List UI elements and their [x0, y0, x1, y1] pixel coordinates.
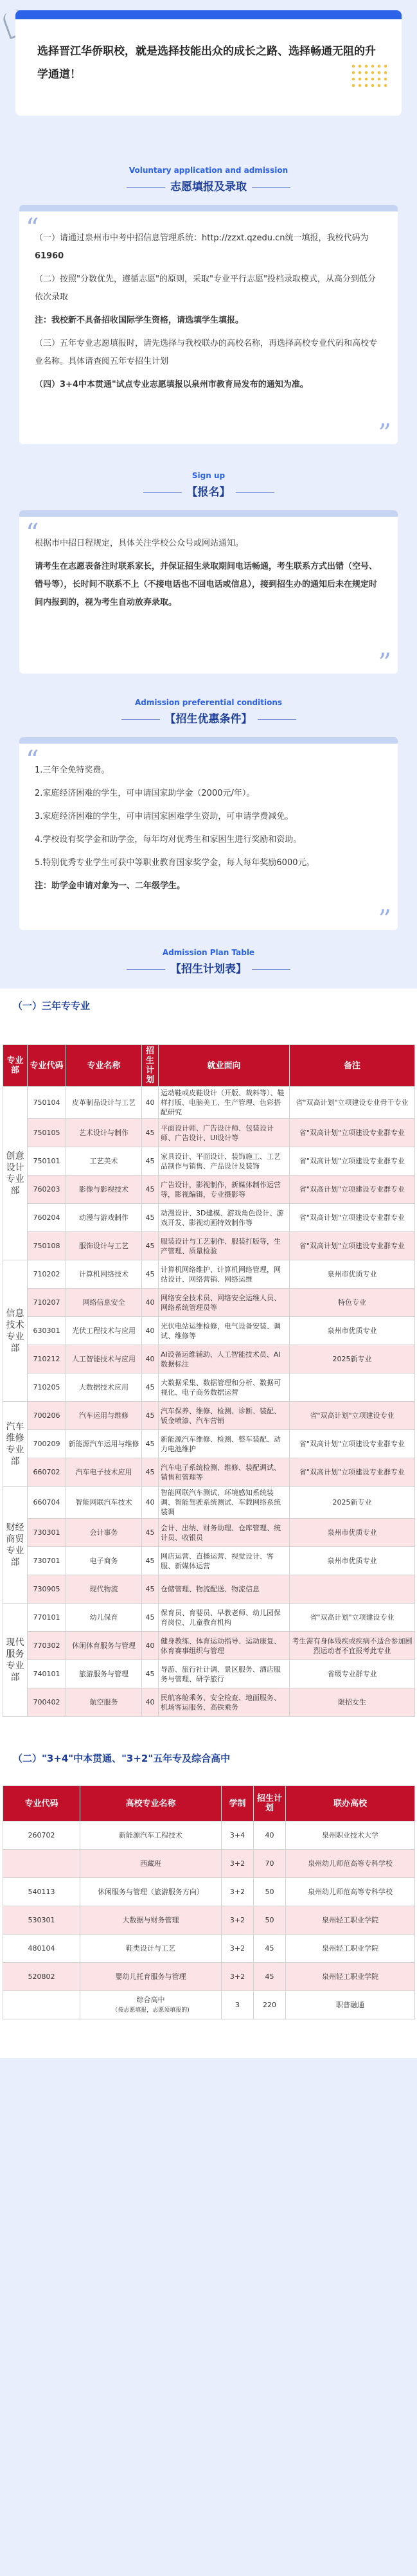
- table-row: [3, 1688, 415, 1717]
- note-cell: 泉州市优质专业: [290, 1260, 415, 1289]
- quote-open-icon: “: [26, 519, 39, 548]
- major-code-cell: 760203: [28, 1176, 66, 1204]
- major-code-cell: 700206: [28, 1402, 66, 1430]
- job-cell: 民航客舱乘务、安全检查、地面服务、机场客运服务、高铁乘务: [159, 1688, 290, 1717]
- quote-open-icon: “: [26, 746, 39, 775]
- table-row: [3, 1821, 415, 1850]
- preferential-item: 1.三年全免特奖费。: [35, 765, 110, 775]
- plan-cell: 45: [142, 1147, 159, 1176]
- code-cell: [3, 1850, 80, 1878]
- college-major-cell: 大数据与财务管理: [80, 1906, 222, 1935]
- section-cn-title: 【报名】: [0, 483, 417, 499]
- table-row: [3, 1087, 415, 1119]
- plan-cell: 45: [254, 1963, 286, 1991]
- job-cell: 仓储管理、物流配送、物流信息: [159, 1575, 290, 1604]
- duration-cell: 3: [222, 1991, 254, 2019]
- table-row: [3, 1850, 415, 1878]
- table-row: [3, 1119, 415, 1147]
- partner-school-cell: 泉州轻工职业学院: [286, 1906, 415, 1935]
- table-note: （按志愿填报，志愿须填报的): [112, 2007, 190, 2014]
- note-cell: 省"双高计划"立项建设专业群专业: [290, 1204, 415, 1232]
- duration-cell: 3+2: [222, 1935, 254, 1963]
- note-cell: 省"双高计划"立项建设专业群专业: [290, 1119, 415, 1147]
- major-code-cell: 710202: [28, 1260, 66, 1289]
- job-cell: 健身教练、体育运动指导、运动康复、体育赛事组织与管理: [159, 1632, 290, 1660]
- major-code-cell: 730905: [28, 1575, 66, 1604]
- note-cell: 省"双高计划"立项建设专业骨干专业: [290, 1087, 415, 1119]
- table-row: [3, 1402, 415, 1430]
- job-cell: 大数据采集、数据管理和分析、数据可视化、电子商务数据运营: [159, 1373, 290, 1402]
- volunteer-box: [19, 205, 398, 449]
- signup-p1: 根据市中招日程规定，具体关注学校公众号或网站通知。: [35, 539, 244, 548]
- table-row: [3, 1487, 415, 1519]
- major-code-cell: 750101: [28, 1147, 66, 1176]
- signup-box: [19, 510, 398, 678]
- section-en-title: Sign up: [191, 471, 226, 480]
- job-cell: 计算机网络维护、计算机网络管理，网站设计、网络营销、网络运维: [159, 1260, 290, 1289]
- plan-cell: 40: [142, 1487, 159, 1519]
- plan-cell: 45: [142, 1458, 159, 1487]
- major-name-cell: 新能源汽车运用与维修: [66, 1430, 142, 1458]
- table-row: [3, 1547, 415, 1575]
- major-name-cell: 光伏工程技术与应用: [66, 1317, 142, 1345]
- plan-cell: 45: [142, 1604, 159, 1632]
- note-cell: 省"双高计划"立项建设专业群专业: [290, 1176, 415, 1204]
- major-name-cell: 航空服务: [66, 1688, 142, 1717]
- major-code-cell: 700402: [28, 1688, 66, 1717]
- intro-card: [15, 10, 402, 116]
- plan-cell: 40: [254, 1821, 286, 1850]
- table-header-cell: 招生计划: [142, 1045, 159, 1087]
- table-row: [3, 1204, 415, 1232]
- plan-cell: 45: [142, 1547, 159, 1575]
- plan-cell: 40: [142, 1632, 159, 1660]
- preferential-item: 4.学校设有奖学金和助学金，每年均对优秀生和家困生进行奖励和资助。: [35, 835, 302, 845]
- major-code-cell: 710207: [28, 1289, 66, 1317]
- major-name-cell: 服饰设计与工艺: [66, 1232, 142, 1260]
- volunteer-p2: （二）按照"分数优先，遵循志愿"的原则，采取"专业平行志愿"投档录取模式，从高分到低分依次录取: [35, 274, 376, 302]
- duration-cell: 3+2: [222, 1906, 254, 1935]
- college-major-cell: 综合高中 （按志愿填报，志愿须填报的): [80, 1991, 222, 2019]
- note-cell: 省"双高计划"立项建设专业群专业: [290, 1147, 415, 1176]
- partner-school-cell: 泉州轻工职业学院: [286, 1935, 415, 1963]
- section-en-title: Admission Plan Table: [162, 948, 255, 957]
- duration-cell: 3+2: [222, 1850, 254, 1878]
- partner-school-cell: 泉州职业技术大学: [286, 1821, 415, 1850]
- plan-cell: 40: [142, 1688, 159, 1717]
- table-row: [3, 1260, 415, 1289]
- major-name-cell: 现代物流: [66, 1575, 142, 1604]
- decorative-dots: [350, 63, 389, 89]
- major-name-cell: 艺术设计与制作: [66, 1119, 142, 1147]
- job-cell: 动漫设计、3D建模、游戏角色设计、游戏开发、影视动画特效制作等: [159, 1204, 290, 1232]
- major-code-cell: 710205: [28, 1373, 66, 1402]
- volunteer-p4: （四）3+4中本贯通"试点专业志愿填报以泉州市教育局发布的通知为准。: [35, 380, 308, 389]
- major-code-cell: 770302: [28, 1632, 66, 1660]
- volunteer-p1: （一）请通过泉州市中考中招信息管理系统：http://zzxt.qzedu.cn统一填报，我校代码为61960: [35, 233, 369, 261]
- college-major-cell: 新能源汽车工程技术: [80, 1821, 222, 1850]
- partner-school-cell: 泉州轻工职业学院: [286, 1963, 415, 1991]
- college-major-cell: 西藏班: [80, 1850, 222, 1878]
- table-row: [3, 1317, 415, 1345]
- preferential-item: 2.家庭经济困难的学生，可申请国家助学金（2000元/年）。: [35, 789, 255, 798]
- preferential-note: 注：助学金申请对象为一、二年级学生。: [35, 881, 186, 891]
- major-name-cell: 智能网联汽车技术: [66, 1487, 142, 1519]
- job-cell: 家具设计、平面设计、装饰施工、工艺品制作与销售、产品设计及装饰: [159, 1147, 290, 1176]
- major-code-cell: 750108: [28, 1232, 66, 1260]
- major-code-cell: 730701: [28, 1547, 66, 1575]
- note-cell: 泉州市优质专业: [290, 1317, 415, 1345]
- table1-title: （一）三年专专业: [13, 1000, 91, 1012]
- plan-cell: 45: [142, 1430, 159, 1458]
- note-cell: [290, 1575, 415, 1604]
- major-code-cell: 740101: [28, 1660, 66, 1688]
- major-name-cell: 大数据技术应用: [66, 1373, 142, 1402]
- duration-cell: 3+2: [222, 1878, 254, 1906]
- table-row: [3, 1660, 415, 1688]
- plan-cell: 45: [142, 1660, 159, 1688]
- table-row: [3, 1458, 415, 1487]
- five-year-table: [3, 1785, 415, 2019]
- major-name-cell: 计算机网络技术: [66, 1260, 142, 1289]
- major-code-cell: 660704: [28, 1487, 66, 1519]
- plan-cell: 40: [142, 1289, 159, 1317]
- table-row: [3, 1373, 415, 1402]
- note-cell: 特色专业: [290, 1289, 415, 1317]
- plan-cell: 45: [142, 1575, 159, 1604]
- table-row: [3, 1935, 415, 1963]
- intro-text: 选择晋江华侨职校，就是选择技能出众的成长之路、选择畅通无阻的升学通道！: [37, 45, 376, 81]
- plan-cell: 45: [142, 1373, 159, 1402]
- major-name-cell: 汽车电子技术应用: [66, 1458, 142, 1487]
- table-row: [3, 1147, 415, 1176]
- plan-cell: 40: [142, 1087, 159, 1119]
- table-header-cell: 就业面向: [159, 1045, 290, 1087]
- major-code-cell: 700209: [28, 1430, 66, 1458]
- plan-cell: 45: [142, 1176, 159, 1204]
- job-cell: 新能源汽车维修、检测、整车装配、动力电池维护: [159, 1430, 290, 1458]
- major-code-cell: 750105: [28, 1119, 66, 1147]
- section-cn-title: 【招生计划表】: [0, 960, 417, 976]
- job-cell: 平面设计师、广告设计师、包装设计师、广告设计、UI设计等: [159, 1119, 290, 1147]
- note-cell: 省"双高计划"立项建设专业群专业: [290, 1232, 415, 1260]
- plan-cell: 40: [142, 1317, 159, 1345]
- code-cell: 540113: [3, 1878, 80, 1906]
- job-cell: 光伏电站运维检修，电气设备安装、调试、维修等: [159, 1317, 290, 1345]
- major-name-cell: 休闲体育服务与管理: [66, 1632, 142, 1660]
- quote-open-icon: “: [26, 213, 39, 243]
- department-cell: 财经商贸专业部: [3, 1487, 28, 1604]
- major-code-cell: 660702: [28, 1458, 66, 1487]
- note-cell: 考生需有身体残疾或疾病不适合参加剧烈运动者不宜报考此专业: [290, 1632, 415, 1660]
- table-header-cell: 备注: [290, 1045, 415, 1087]
- table-row: [3, 1345, 415, 1373]
- plan-cell: 50: [254, 1906, 286, 1935]
- major-code-cell: 750104: [28, 1087, 66, 1119]
- major-name-cell: 旅游服务与管理: [66, 1660, 142, 1688]
- table-row: [3, 1575, 415, 1604]
- major-name-cell: 电子商务: [66, 1547, 142, 1575]
- job-cell: 运动鞋或皮鞋设计（开版、裁料等）、鞋样打版、电脑美工、生产管理、色彩搭配研究: [159, 1087, 290, 1119]
- table-header-cell: 专业名称: [66, 1045, 142, 1087]
- code-cell: 480104: [3, 1935, 80, 1963]
- note-cell: 泉州市优质专业: [290, 1519, 415, 1547]
- table-row: [3, 1604, 415, 1632]
- plan-cell: 70: [254, 1850, 286, 1878]
- plan-cell: 50: [254, 1878, 286, 1906]
- preferential-item: 3.家庭经济困难的学生，可申请国家困难学生资助，可申请学费减免。: [35, 812, 294, 821]
- job-cell: 智能网联汽车测试、环境感知系统装调、智能驾驶系统测试、车载网络系统装调: [159, 1487, 290, 1519]
- note-cell: 省"双高计划"立项建设专业: [290, 1604, 415, 1632]
- note-cell: [290, 1373, 415, 1402]
- table-row: [3, 1519, 415, 1547]
- plan-cell: 45: [142, 1402, 159, 1430]
- section-cn-title: 【招生优惠条件】: [0, 710, 417, 726]
- plan-cell: 40: [142, 1345, 159, 1373]
- major-name-cell: 影像与影视技术: [66, 1176, 142, 1204]
- signup-p2: 请考生在志愿表备注时联系家长，并保证招生录取期间电话畅通，考生联系方式出错（空号、错号等），长时间不联系不上（不接电话也不回电话或信息），接到招生办的通知后未在规定时间内报到的，视为考生自动放弃录取。: [35, 562, 378, 607]
- quote-close-icon: ”: [378, 419, 391, 449]
- job-cell: 网店运营、直播运营、视觉设计、客服、新媒体运营: [159, 1547, 290, 1575]
- table-header-cell: 联办高校: [286, 1786, 415, 1821]
- note-cell: 2025新专业: [290, 1487, 415, 1519]
- preferential-box: [19, 737, 398, 935]
- table-row: [3, 1232, 415, 1260]
- section-cn-title: 志愿填报及录取: [0, 177, 417, 193]
- note-cell: 泉州市优质专业: [290, 1547, 415, 1575]
- college-major-cell: 鞋类设计与工艺: [80, 1935, 222, 1963]
- three-year-table: [3, 1044, 415, 1717]
- quote-close-icon: ”: [378, 905, 391, 935]
- major-name-cell: 网络信息安全: [66, 1289, 142, 1317]
- table-row: [3, 1289, 415, 1317]
- job-cell: 汽车电子系统检测、维修、装配调试、销售和管理等: [159, 1458, 290, 1487]
- note-cell: 限招女生: [290, 1688, 415, 1717]
- table-header-cell: 招生计划: [254, 1786, 286, 1821]
- table-header-cell: 高校专业名称: [80, 1786, 222, 1821]
- college-major-cell: 婴幼儿托育服务与管理: [80, 1963, 222, 1991]
- plan-cell: 45: [142, 1232, 159, 1260]
- code-cell: 520802: [3, 1963, 80, 1991]
- volunteer-note: 注：我校新不具备招收国际学生资格，请选填学生填报。: [35, 316, 244, 325]
- job-cell: 导游、旅行社计调、景区服务、酒店服务与管理、研学旅行: [159, 1660, 290, 1688]
- partner-school-cell: 泉州幼儿师范高等专科学校: [286, 1878, 415, 1906]
- partner-school-cell: 泉州幼儿师范高等专科学校: [286, 1850, 415, 1878]
- major-name-cell: 动漫与游戏制作: [66, 1204, 142, 1232]
- plan-cell: 45: [142, 1119, 159, 1147]
- major-code-cell: 770101: [28, 1604, 66, 1632]
- note-cell: 2025新专业: [290, 1345, 415, 1373]
- table-header-cell: 专业部: [3, 1045, 28, 1087]
- department-cell: 信息技术专业部: [3, 1260, 28, 1402]
- duration-cell: 3+4: [222, 1821, 254, 1850]
- table-header-cell: 专业代码: [28, 1045, 66, 1087]
- table-row: [3, 1991, 415, 2019]
- job-cell: 网络安全技术员、网络安全运维人员、网络系统管理员等: [159, 1289, 290, 1317]
- table-row: [3, 1878, 415, 1906]
- note-cell: 省级专业群专业: [290, 1660, 415, 1688]
- job-cell: 保育员、育婴员、早教老师、幼儿园保育岗位、儿童教育机构: [159, 1604, 290, 1632]
- major-name-cell: 会计事务: [66, 1519, 142, 1547]
- code-cell: [3, 1991, 80, 2019]
- table2-title: （二）"3+4"中本贯通、"3+2"五年专及综合高中: [13, 1753, 231, 1764]
- major-name-cell: 皮革制品设计与工艺: [66, 1087, 142, 1119]
- section-en-title: Voluntary application and admission: [129, 166, 288, 175]
- major-name-cell: 幼儿保育: [66, 1604, 142, 1632]
- note-cell: 省"双高计划"立项建设专业群专业: [290, 1430, 415, 1458]
- job-cell: 服装设计与工艺制作、服装打版等，生产管理、质量检验: [159, 1232, 290, 1260]
- job-cell: 会计、出纳、财务助理、仓库管理、统计员、收银员: [159, 1519, 290, 1547]
- code-cell: 530301: [3, 1906, 80, 1935]
- major-name-cell: 工艺美术: [66, 1147, 142, 1176]
- plan-cell: 45: [142, 1204, 159, 1232]
- partner-school-cell: 职普融通: [286, 1991, 415, 2019]
- table-row: [3, 1632, 415, 1660]
- plan-cell: 45: [142, 1260, 159, 1289]
- plan-cell: 220: [254, 1991, 286, 2019]
- table-header-cell: 学制: [222, 1786, 254, 1821]
- job-cell: 汽车保养、维修、检测、诊断、装配、钣金喷漆、汽车营销: [159, 1402, 290, 1430]
- volunteer-p3: （三）五年专业志愿填报时，请先选择与我校联办的高校名称，再选择高校专业代码和高校专业名称。具体请查阅五年专招生计划: [35, 339, 378, 366]
- preferential-item: 5.特别优秀专业学生可获中等职业教育国家奖学金，每人每年奖励6000元。: [35, 858, 315, 868]
- note-cell: 省"双高计划"立项建设专业: [290, 1402, 415, 1430]
- department-cell: 现代服务专业部: [3, 1604, 28, 1717]
- table-row: [3, 1963, 415, 1991]
- duration-cell: 3+2: [222, 1963, 254, 1991]
- job-cell: AI设备运维辅助、人工智能技术员、AI数据标注: [159, 1345, 290, 1373]
- major-name-cell: 人工智能技术与应用: [66, 1345, 142, 1373]
- table-row: [3, 1906, 415, 1935]
- table-row: [3, 1176, 415, 1204]
- department-cell: 汽车维修专业部: [3, 1402, 28, 1487]
- table-row: [3, 1430, 415, 1458]
- major-code-cell: 710212: [28, 1345, 66, 1373]
- major-code-cell: 630301: [28, 1317, 66, 1345]
- note-cell: 省"双高计划"立项建设专业群专业: [290, 1458, 415, 1487]
- major-code-cell: 760204: [28, 1204, 66, 1232]
- major-code-cell: 730301: [28, 1519, 66, 1547]
- plan-panel: [0, 988, 417, 2058]
- major-name-cell: 汽车运用与维修: [66, 1402, 142, 1430]
- quote-close-icon: ”: [378, 648, 391, 678]
- section-en-title: Admission preferential conditions: [134, 698, 283, 707]
- plan-cell: 45: [142, 1519, 159, 1547]
- job-cell: 广告设计，影视制作，新媒体制作运营等，影视编辑，专业摄影等: [159, 1176, 290, 1204]
- table-header-cell: 专业代码: [3, 1786, 80, 1821]
- college-major-cell: 休闲服务与管理（旅游服务方向）: [80, 1878, 222, 1906]
- department-cell: 创意设计专业部: [3, 1087, 28, 1260]
- code-cell: 260702: [3, 1821, 80, 1850]
- plan-cell: 45: [254, 1935, 286, 1963]
